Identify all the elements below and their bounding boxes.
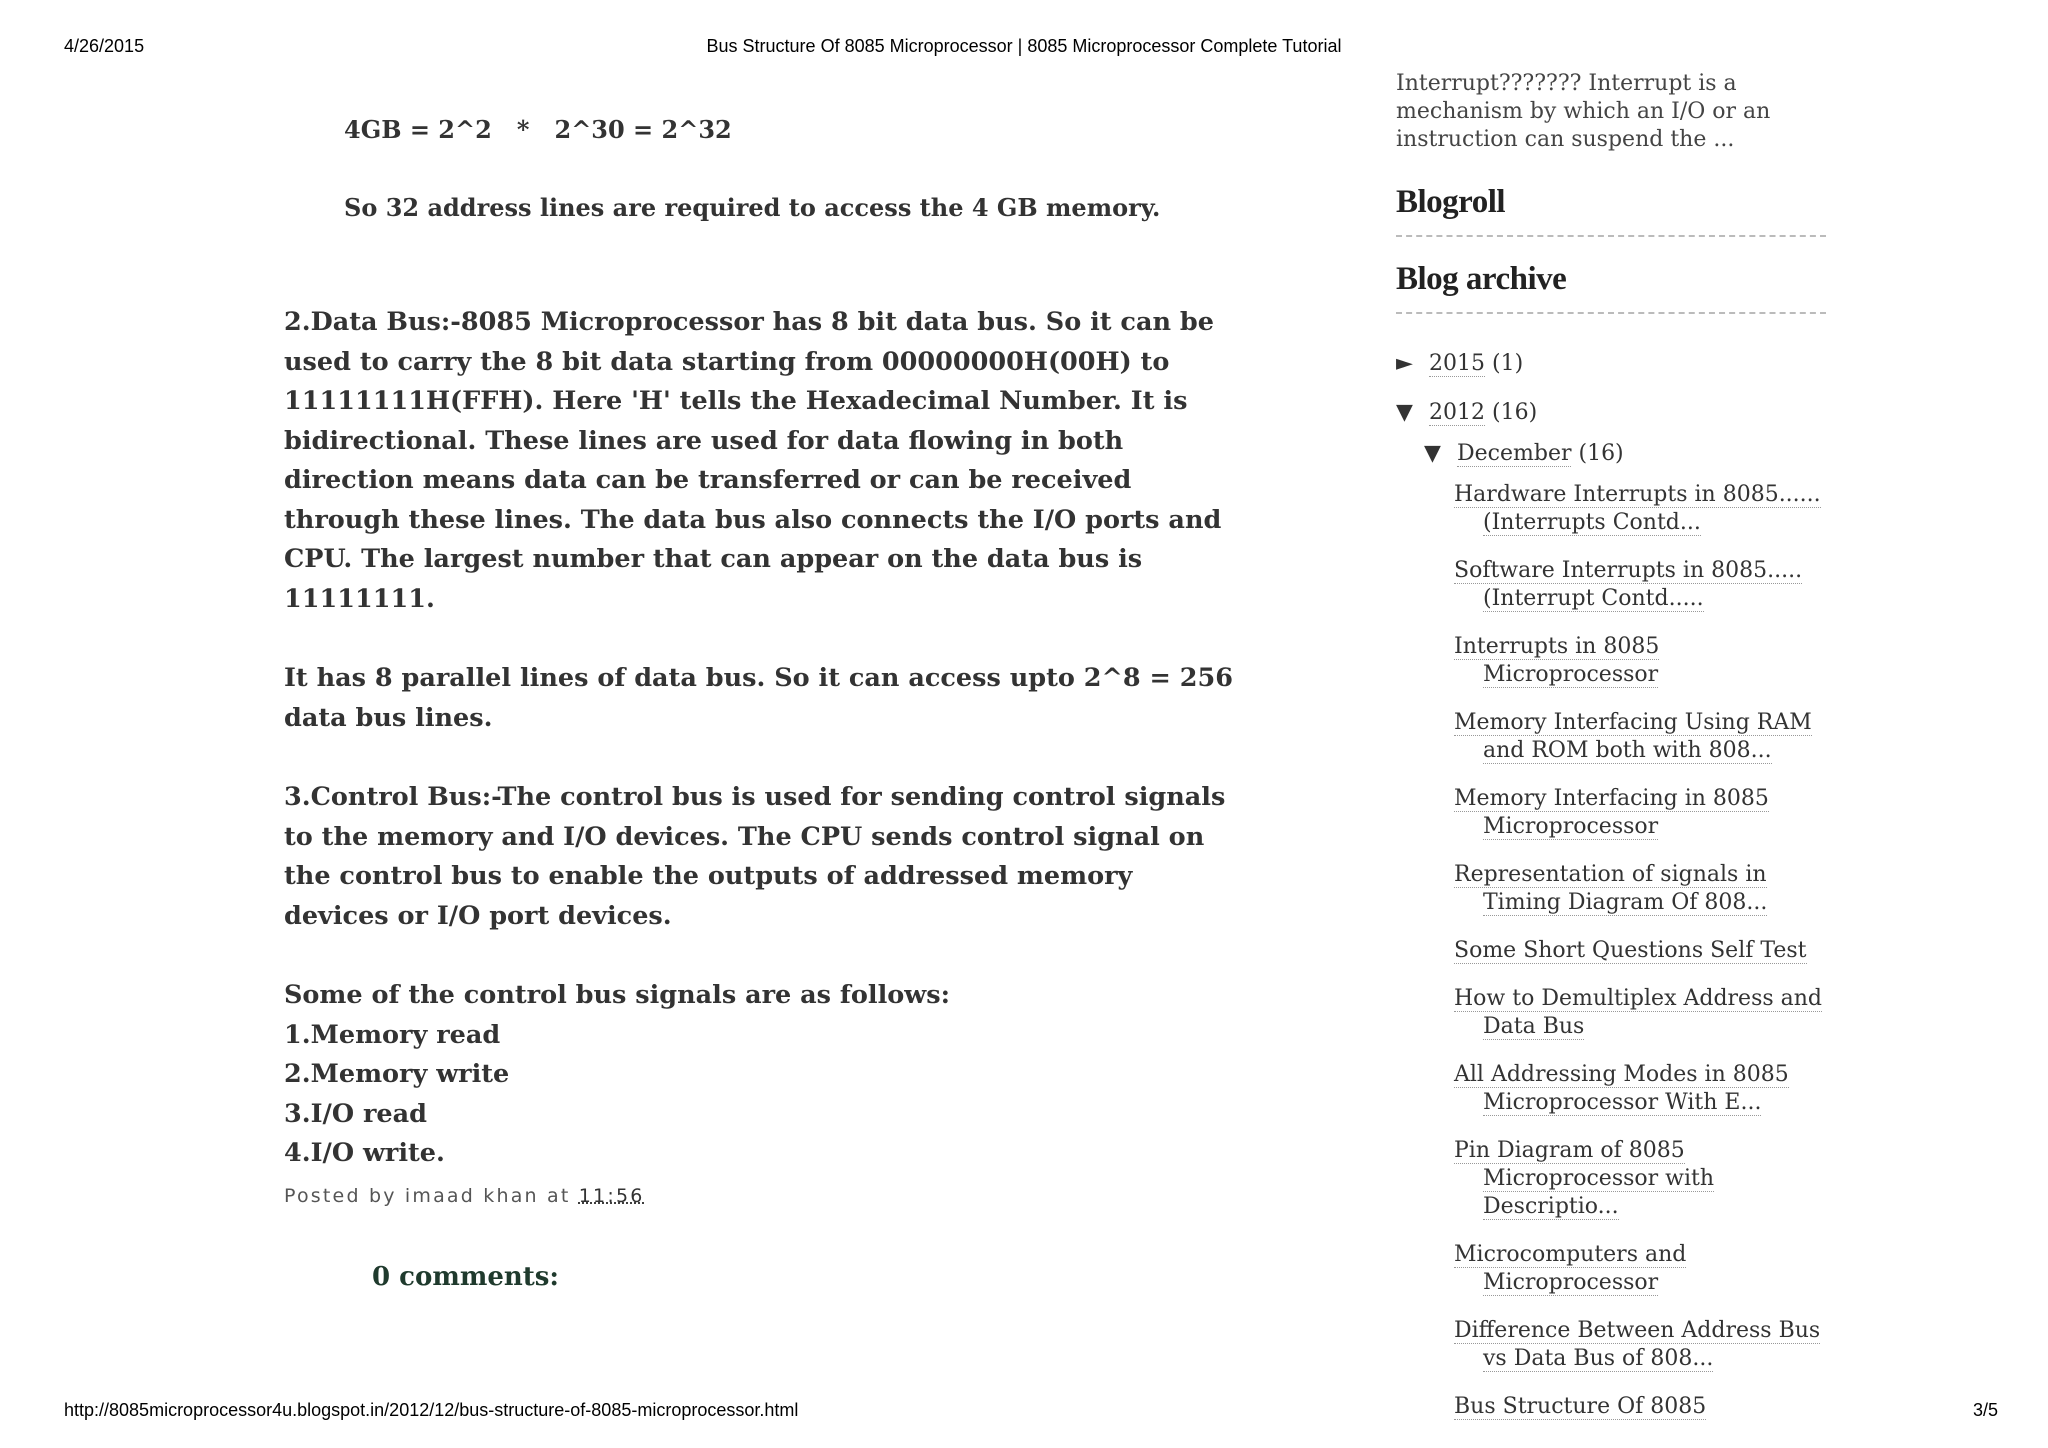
archive-post-item[interactable]	[1454, 1061, 1826, 1117]
archive-post-list	[1396, 481, 1826, 1421]
archive-post-link[interactable]: Bus Structure Of 8085	[1454, 1394, 1707, 1419]
archive-post-item[interactable]	[1454, 557, 1826, 613]
archive-post-item[interactable]	[1454, 785, 1826, 841]
archive-post-link[interactable]: Difference Between Address Bus vs Data Bus of 808...	[1454, 1318, 1821, 1371]
archive-heading: Blog archive	[1396, 261, 1826, 314]
archive-post-item[interactable]	[1454, 481, 1826, 537]
print-page-title: Bus Structure Of 8085 Microprocessor | 8085 Microprocessor Complete Tutorial	[706, 36, 1342, 56]
comments-heading: 0 comments:	[372, 1262, 560, 1292]
post-body	[284, 110, 1244, 1174]
signal-item: 2.Memory write	[284, 1059, 510, 1089]
archive-post-item[interactable]	[1454, 1137, 1826, 1221]
formula-line: 4GB = 2^2 * 2^30 = 2^32	[344, 115, 732, 144]
signal-item: 1.Memory read	[284, 1019, 501, 1050]
archive-post-item[interactable]	[1454, 709, 1826, 765]
archive-post-link[interactable]: Representation of signals in Timing Diagram Of 808...	[1454, 862, 1768, 915]
archive-post-item[interactable]	[1454, 1241, 1826, 1297]
signal-item: 4.I/O write.	[284, 1138, 445, 1168]
archive-post-link[interactable]: All Addressing Modes in 8085 Microprocessor With E...	[1454, 1062, 1789, 1115]
signal-item: 3.I/O read	[284, 1098, 427, 1129]
archive-post-item[interactable]	[1454, 937, 1826, 965]
archive-month-link[interactable]: December	[1457, 441, 1572, 466]
data-lines-paragraph: It has 8 parallel lines of data bus. So it can access upto 2^8 = 256 data bus lines.	[284, 663, 1233, 733]
archive-post-item[interactable]	[1454, 1393, 1826, 1421]
sidebar	[1396, 70, 1826, 1441]
print-url: http://8085microprocessor4u.blogspot.in/2012/12/bus-structure-of-8085-microprocessor.html	[64, 1400, 799, 1420]
archive-year-link[interactable]: 2015	[1429, 351, 1485, 376]
expand-triangle-icon[interactable]: ►	[1396, 351, 1413, 376]
popular-post-snippet: Interrupt??????? Interrupt is a mechanism by which an I/O or an instruction can suspend the ...	[1396, 71, 1771, 152]
archive-post-link[interactable]: Hardware Interrupts in 8085...... (Interrupts Contd...	[1454, 482, 1821, 535]
posted-by-text: Posted by imaad khan at	[284, 1185, 579, 1207]
archive-post-link[interactable]: Memory Interfacing in 8085 Microprocessor	[1454, 786, 1769, 839]
post-timestamp-link[interactable]: 11:56	[578, 1185, 645, 1207]
archive-count: (1)	[1492, 351, 1524, 376]
archive-post-item[interactable]	[1454, 1317, 1826, 1373]
address-conclusion: So 32 address lines are required to access the 4 GB memory.	[344, 192, 1161, 222]
collapse-triangle-icon[interactable]: ▼	[1424, 441, 1441, 466]
archive-post-link[interactable]: Some Short Questions Self Test	[1454, 938, 1807, 963]
archive-post-link[interactable]: How to Demultiplex Address and Data Bus	[1454, 986, 1823, 1039]
archive-post-link[interactable]: Software Interrupts in 8085..... (Interrupt Contd.....	[1454, 558, 1803, 611]
blogroll-heading: Blogroll	[1396, 184, 1826, 237]
archive-count: (16)	[1492, 400, 1538, 425]
print-date: 4/26/2015	[64, 36, 145, 56]
archive-post-item[interactable]	[1454, 985, 1826, 1041]
post-footer	[284, 1185, 645, 1207]
archive-post-link[interactable]: Pin Diagram of 8085 Microprocessor with Descriptio...	[1454, 1138, 1715, 1219]
archive-post-link[interactable]: Interrupts in 8085 Microprocessor	[1454, 634, 1660, 687]
archive-post-item[interactable]	[1454, 633, 1826, 689]
archive-year-2015[interactable]	[1396, 350, 1826, 378]
archive-year-link[interactable]: 2012	[1429, 400, 1485, 425]
control-bus-paragraph: 3.Control Bus:-The control bus is used for sending control signals to the memory and I/O devices. The CPU sends control signal on the control bus to enable the outputs of addressed memory devices or I/O port devices.	[284, 782, 1226, 931]
print-page-number: 3/5	[1972, 1400, 1998, 1420]
archive-month-december[interactable]	[1424, 440, 1826, 468]
data-bus-paragraph: 2.Data Bus:-8085 Microprocessor has 8 bit data bus. So it can be used to carry the 8 bit data starting from 00000000H(00H) to 11111111H(FFH). Here 'H' tells the Hexadecimal Number. It is bidirectional. These lines are used for data flowing in both direction means data can be transferred or can be received through these lines. The data bus also connects the I/O ports and CPU. The largest number that can appear on the data bus is 11111111.	[284, 307, 1222, 614]
signals-intro: Some of the control bus signals are as follows:	[284, 980, 951, 1010]
collapse-triangle-icon[interactable]: ▼	[1396, 400, 1413, 425]
archive-post-link[interactable]: Microcomputers and Microprocessor	[1454, 1242, 1687, 1295]
archive-year-2012[interactable]	[1396, 399, 1826, 427]
archive-post-item[interactable]	[1454, 861, 1826, 917]
archive-count: (16)	[1578, 441, 1624, 466]
archive-post-link[interactable]: Memory Interfacing Using RAM and ROM both with 808...	[1454, 710, 1812, 763]
